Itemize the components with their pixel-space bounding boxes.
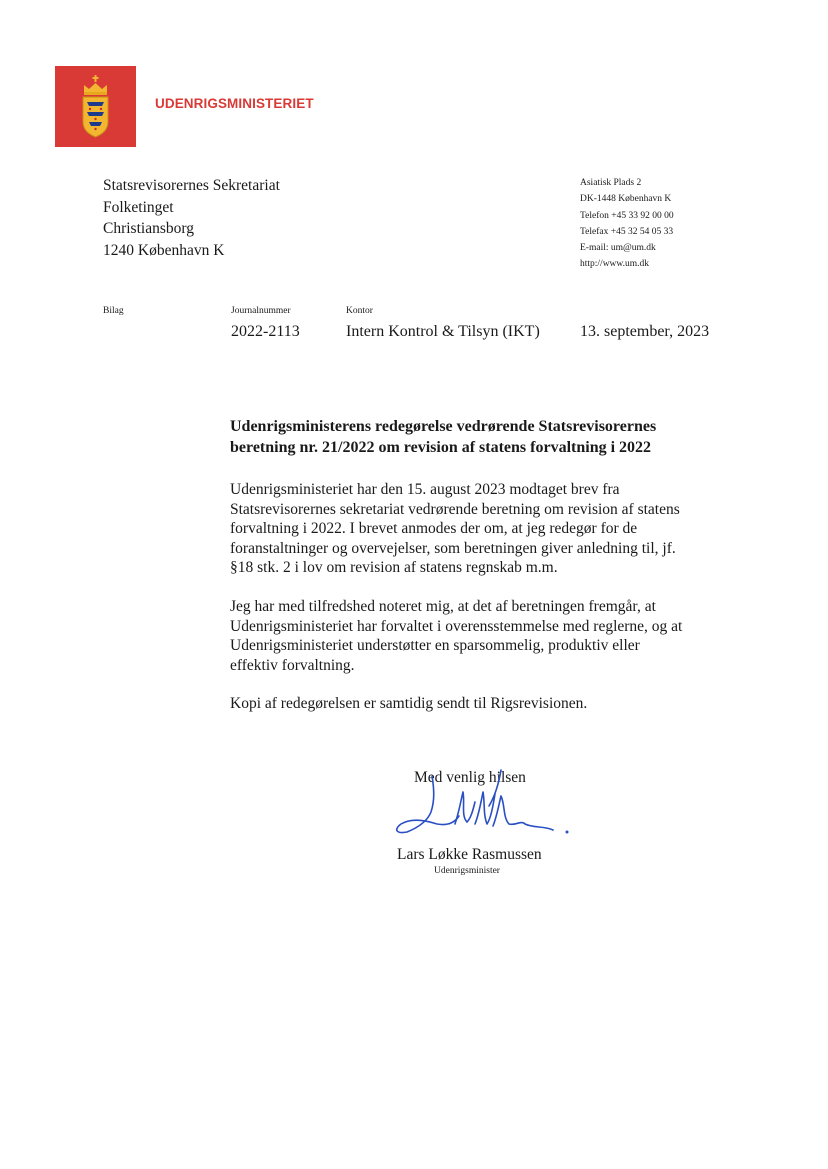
- brand-name: UDENRIGSMINISTERIET: [155, 96, 314, 111]
- recipient-line: Christiansborg: [103, 220, 194, 237]
- journal-number: 2022-2113: [231, 323, 300, 340]
- signer-name: Lars Løkke Rasmussen: [397, 846, 542, 863]
- recipient-address: [103, 175, 280, 261]
- paragraph-line: forvaltning i 2022. I brevet anmodes der om, at jeg redegør for de: [230, 520, 638, 537]
- signer-title: Udenrigsminister: [434, 866, 500, 876]
- recipient-line: Statsrevisorernes Sekretariat: [103, 177, 280, 194]
- logo-box: [55, 66, 136, 147]
- office-name: Intern Kontrol & Tilsyn (IKT): [346, 323, 540, 340]
- sender-phone: Telefon +45 33 92 00 00: [580, 210, 674, 221]
- office-label: Kontor: [346, 306, 373, 316]
- recipient-line: 1240 København K: [103, 241, 225, 259]
- paragraph-line: Jeg har med tilfredshed noteret mig, at det af beretningen fremgår, at: [230, 598, 656, 615]
- royal-crest-icon: [55, 66, 136, 147]
- paragraph-line: Udenrigsministeriet har den 15. august 2023 modtaget brev fra: [230, 481, 620, 498]
- paragraph-2: [230, 597, 730, 675]
- sender-fax: Telefax +45 32 54 05 33: [580, 226, 674, 237]
- paragraph-line: Udenrigsministeriet har forvaltet i overensstemmelse med reglerne, og at: [230, 617, 683, 635]
- paragraph-1: [230, 480, 730, 578]
- paragraph-line: foranstaltninger og overvejelser, som beretningen giver anledning til, jf.: [230, 539, 676, 557]
- closing-greeting: Med venlig hilsen: [414, 769, 526, 786]
- heading-line: Udenrigsministerens redegørelse vedrørende Statsrevisorernes: [230, 418, 657, 435]
- letter-date: 13. september, 2023: [580, 323, 710, 340]
- handwritten-signature: [385, 762, 595, 842]
- letter-heading: [230, 416, 750, 458]
- journal-label: Journalnummer: [231, 306, 291, 316]
- heading-line: beretning nr. 21/2022 om revision af statens forvaltning i 2022: [230, 439, 652, 456]
- sender-street: Asiatisk Plads 2: [580, 178, 642, 188]
- paragraph-line: Statsrevisorernes sekretariat vedrørende beretning om revision af statens: [230, 500, 680, 518]
- sender-email[interactable]: E-mail: um@um.dk: [580, 243, 656, 254]
- paragraph-line: §18 stk. 2 i lov om revision af statens regnskab m.m.: [230, 559, 558, 576]
- attachment-label: Bilag: [103, 306, 124, 316]
- recipient-line: Folketinget: [103, 198, 174, 216]
- sender-city: DK-1448 København K: [580, 194, 672, 205]
- sender-address: [580, 175, 674, 273]
- sender-website[interactable]: http://www.um.dk: [580, 259, 650, 270]
- paragraph-line: effektiv forvaltning.: [230, 656, 355, 674]
- paragraph-3: Kopi af redegørelsen er samtidig sendt til Rigsrevisionen.: [230, 695, 588, 712]
- paragraph-line: Udenrigsministeriet understøtter en sparsommelig, produktiv eller: [230, 637, 640, 654]
